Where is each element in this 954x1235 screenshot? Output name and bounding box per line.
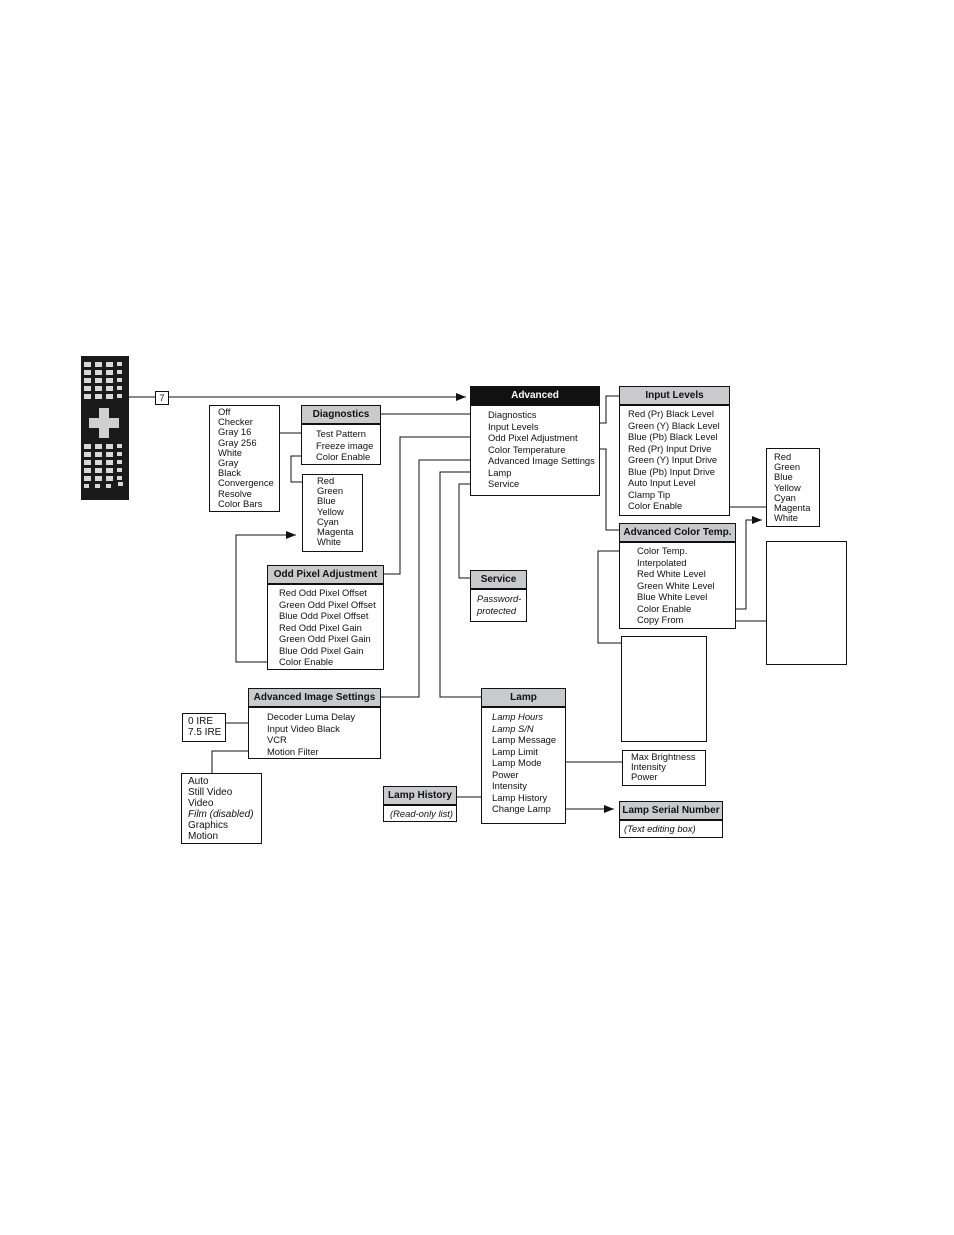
test-pattern-option: Checker [218,416,253,428]
adv-color-temp-menu-item: Blue White Level [637,591,708,602]
advanced-menu-item: Odd Pixel Adjustment [488,432,578,443]
service-menu-title: Service [470,570,527,590]
motion-filter-option: Still Video [188,787,233,798]
remote-button-icon [95,452,102,457]
test-pattern-option: Gray 16 [218,426,252,438]
remote-button-icon [117,370,122,374]
remote-button-icon [106,444,113,449]
diag-color-option: Yellow [317,505,344,517]
remote-button-icon [95,394,102,399]
lamp-menu-item: Lamp History [492,791,548,803]
remote-button-icon [84,378,91,383]
test-pattern-option: Convergence [218,477,274,489]
remote-button-icon [106,460,113,465]
remote-button-icon [84,444,91,449]
lamp-menu-item: Lamp S/N [492,722,534,734]
remote-button-icon [95,444,102,449]
lamp-mode-option: Intensity [631,761,666,773]
remote-button-icon [84,362,91,367]
input-levels-menu-item: Clamp Tip [628,488,671,500]
diagnostics-menu-item: Freeze image [316,439,374,451]
input-levels-menu-item: Color Enable [628,500,683,511]
ire-options [188,716,221,738]
motion-filter-option: Graphics [188,820,229,831]
remote-button-icon [106,476,113,481]
odd-pixel-menu-title: Odd Pixel Adjustment [267,565,384,585]
remote-button-icon [117,452,122,456]
diagnostics-menu-title: Diagnostics [301,405,381,425]
input-levels-menu-items [628,408,720,512]
odd-pixel-menu-item: Green Odd Pixel Gain [279,633,371,644]
motion-filter-option: Video [188,798,214,809]
odd-pixel-menu-item: Blue Odd Pixel Offset [279,610,369,621]
lamp-menu-item: Lamp Limit [492,745,538,757]
remote-button-icon [117,378,122,382]
odd-pixel-menu-items [279,587,376,668]
lamp-menu-item: Power [492,768,519,780]
remote-button-icon [117,468,122,472]
adv-color-temp-menu-item: Green White Level [637,579,715,591]
color-temp-options-box [621,636,707,742]
remote-button-icon [118,482,123,486]
test-pattern-option: Color Bars [218,497,263,509]
test-pattern-option: Black [218,467,241,479]
input-color-option: Green [774,461,801,473]
test-pattern-option: Resolve [218,487,252,499]
remote-button-icon [106,452,113,457]
service-note-line1: Password- [477,593,522,604]
input-levels-menu-item: Red (Pr) Input Drive [628,442,712,454]
remote-button-icon [84,370,91,375]
adv-image-settings-menu-item: VCR [267,734,287,745]
adv-color-temp-menu-item: Color Temp. [637,545,688,556]
advanced-menu-item: Advanced Image Settings [488,455,595,466]
lamp-menu-item: Change Lamp [492,803,551,814]
input-levels-menu-item: Blue (Pb) Black Level [628,431,718,442]
input-color-option: White [774,512,798,524]
remote-button-icon [106,484,111,488]
adv-color-temp-menu-item: Copy From [637,614,684,625]
remote-button-icon [117,362,122,366]
lamp-menu-title: Lamp [481,688,566,708]
adv-image-settings-menu-items [267,711,355,757]
adv-color-temp-menu-item: Interpolated [637,556,687,568]
remote-button-icon [95,362,102,367]
lamp-menu-item: Lamp Hours [492,711,544,722]
advanced-menu-item: Input Levels [488,420,539,432]
remote-button-icon [106,386,113,391]
dpad-icon [89,408,119,438]
lamp-menu-items [492,711,556,815]
lamp-menu-item: Intensity [492,780,527,791]
diagnostics-menu-item: Color Enable [316,451,371,462]
ire-option: 0 IRE [188,716,214,727]
remote-button-icon [84,452,91,457]
remote-button-icon [95,378,102,383]
remote-button-icon [117,444,122,448]
odd-pixel-menu-item: Blue Odd Pixel Gain [279,644,364,656]
remote-button-icon [95,468,102,473]
ire-option: 7.5 IRE [188,727,222,738]
test-pattern-option: White [218,446,242,458]
input-levels-menu-item: Green (Y) Black Level [628,419,720,431]
input-color-option: Red [774,451,792,462]
advanced-menu-item: Diagnostics [488,409,537,420]
input-levels-menu-item: Green (Y) Input Drive [628,454,718,465]
remote-button-icon [95,386,102,391]
input-color-option: Cyan [774,491,796,503]
test-pattern-option: Gray [218,457,239,469]
lamp-serial-note: (Text editing box) [624,823,696,834]
lamp-mode-option: Power [631,771,658,783]
advanced-menu-items [488,409,595,490]
diag-color-option: Red [317,475,335,486]
remote-button-icon [84,460,91,465]
input-color-option: Yellow [774,481,801,493]
remote-button-icon [106,378,113,383]
remote-button-icon [106,370,113,375]
advanced-menu-title: Advanced [470,386,600,406]
remote-button-icon [84,394,91,399]
remote-button-icon [84,386,91,391]
lamp-history-note: (Read-only list) [390,808,454,819]
diagnostics-menu-item: Test Pattern [316,428,367,439]
adv-image-settings-menu-item: Decoder Luma Delay [267,711,356,722]
adv-color-temp-menu-item: Red White Level [637,568,706,579]
motion-filter-option: Motion [188,831,219,842]
diag-color-option: Blue [317,495,336,507]
motion-filter-option: Auto [188,776,209,787]
adv-image-settings-menu-item: Input Video Black [267,722,340,734]
odd-pixel-menu-item: Green Odd Pixel Offset [279,598,376,610]
input-color-option: Blue [774,471,793,483]
test-pattern-options [218,407,274,509]
remote-button-icon [95,460,102,465]
remote-button-icon [117,460,122,464]
remote-button-icon [84,468,91,473]
input-levels-menu-item: Blue (Pb) Input Drive [628,465,716,477]
lamp-menu-item: Lamp Message [492,734,557,745]
input-levels-menu-item: Red (Pr) Black Level [628,408,714,419]
advanced-menu-item: Service [488,478,520,489]
remote-button-icon [95,484,100,488]
remote-button-icon [106,468,113,473]
remote-button-icon [106,394,113,399]
remote-button-icon [84,476,91,481]
diagnostics-menu-items [316,428,373,463]
lamp-menu-item: Lamp Mode [492,757,542,768]
adv-image-settings-menu-title: Advanced Image Settings [248,688,381,708]
remote-button-icon [117,476,122,480]
remote-button-icon [117,394,122,398]
test-pattern-option: Off [218,406,231,417]
advanced-menu-item: Lamp [488,466,512,478]
service-note-line2: protected [477,605,517,616]
input-levels-menu-item: Auto Input Level [628,477,696,488]
test-pattern-option: Gray 256 [218,436,257,448]
advanced-menu-item: Color Temperature [488,443,566,455]
remote-key-badge: 7 [155,391,169,405]
adv-color-temp-menu-items [637,545,715,626]
lamp-mode-options [631,752,696,783]
remote-button-icon [117,386,122,390]
lamp-mode-option: Max Brightness [631,751,696,762]
remote-button-icon [84,484,89,488]
odd-pixel-menu-item: Red Odd Pixel Gain [279,621,362,633]
odd-pixel-menu-item: Red Odd Pixel Offset [279,587,367,598]
remote-button-icon [95,370,102,375]
input-color-option: Magenta [774,502,811,514]
odd-pixel-menu-item: Color Enable [279,656,334,667]
adv-color-temp-menu-item: Color Enable [637,602,692,614]
motion-filter-options [188,776,254,842]
adv-image-settings-menu-item: Motion Filter [267,745,319,757]
diag-color-option: Green [317,485,344,497]
diag-color-option: White [317,536,341,548]
input-color-options [774,452,810,523]
input-levels-menu-title: Input Levels [619,386,730,406]
lamp-history-title: Lamp History [383,786,457,806]
diag-color-option: Magenta [317,526,354,538]
motion-filter-option: Film (disabled) [188,809,254,820]
diag-color-option: Cyan [317,515,339,527]
diag-color-options [317,476,353,547]
remote-button-icon [106,362,113,367]
lamp-serial-title: Lamp Serial Number [619,801,723,821]
adv-color-temp-menu-title: Advanced Color Temp. [619,523,736,543]
remote-button-icon [95,476,102,481]
copy-from-options-box [766,541,847,665]
